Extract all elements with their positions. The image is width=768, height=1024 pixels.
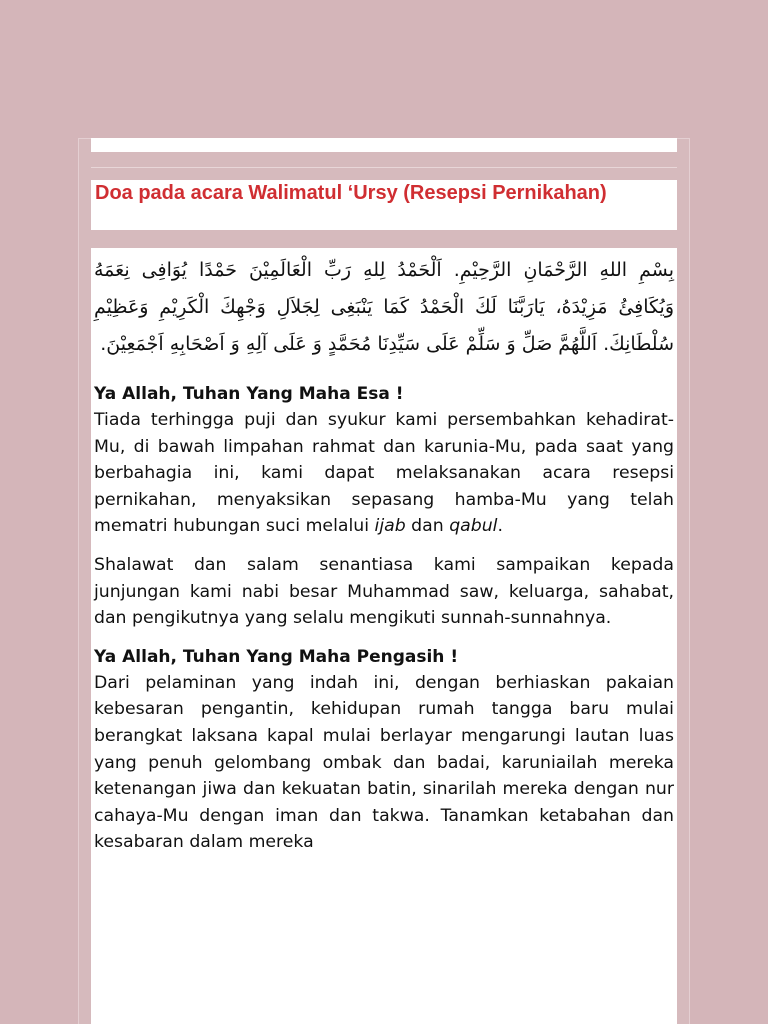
term-qabul: qabul [449,516,498,537]
previous-section-strip [91,138,677,152]
paragraph-praise-text: Tiada terhingga puji dan syukur kami persembahkan kehadirat-Mu, di bawah limpahan rahmat dan karunia-Mu, pada saat yang berbahagia ini, kami dapat melaksanakan acara resepsi pernikahan, menyaksikan sepasang hamba-Mu yang telah mematri hubungan suci melalui [94,410,674,537]
paragraph-shalawat: Shalawat dan salam senantiasa kami sampaikan kepada junjungan kami nabi besar Muhammad saw, keluarga, sahabat, dan pengikutnya yang selalu mengikuti sunnah-sunnahnya. [94,554,674,629]
conjunction-dan: dan [405,516,450,537]
heading-maha-pengasih: Ya Allah, Tuhan Yang Maha Pengasih ! [94,646,459,667]
title-panel [91,180,677,230]
paragraph-praise [94,407,674,540]
term-ijab: ijab [374,516,406,537]
document-title: Doa pada acara Walimatul ‘Ursy (Resepsi Pernikahan) [95,182,607,204]
section-divider [91,167,677,168]
sentence-end: . [497,516,503,537]
arabic-prayer: بِسْمِ اللهِ الرَّحْمَانِ الرَّحِيْمِ. اَلْحَمْدُ لِلهِ رَبِّ الْعَالَمِيْنَ حَمْدًا يُوَافِى نِعَمَهُ وَيُكَافِئُ مَزِيْدَهُ، يَارَبَّنَا لَكَ الْحَمْدُ كَمَا يَنْبَغِى لِجَلاَلِ وَجْهِكَ الْكَرِيْمِ وَعَظِيْمِ سُلْطَانِكَ. اَللَّهُمَّ صَلِّ وَ سَلِّمْ عَلَى سَيِّدِنَا مُحَمَّدٍ وَ عَلَى آلِهِ وَ اَصْحَابِهِ اَجْمَعِيْنَ. [94,259,674,355]
content-panel [91,248,677,1024]
heading-maha-esa: Ya Allah, Tuhan Yang Maha Esa ! [94,384,404,404]
paragraph-pelaminan: Dari pelaminan yang indah ini, dengan berhiaskan pakaian kebesaran pengantin, kehidupan rumah tangga baru mulai berangkat laksana kapal mulai berlayar mengarungi lautan luas yang penuh gelombang ombak dan badai, karuniailah mereka ketenangan jiwa dan kekuatan batin, sinarilah mereka dengan nur cahaya-Mu dengan iman dan takwa. Tanamkan ketabahan dan kesabaran dalam mereka [94,672,674,853]
